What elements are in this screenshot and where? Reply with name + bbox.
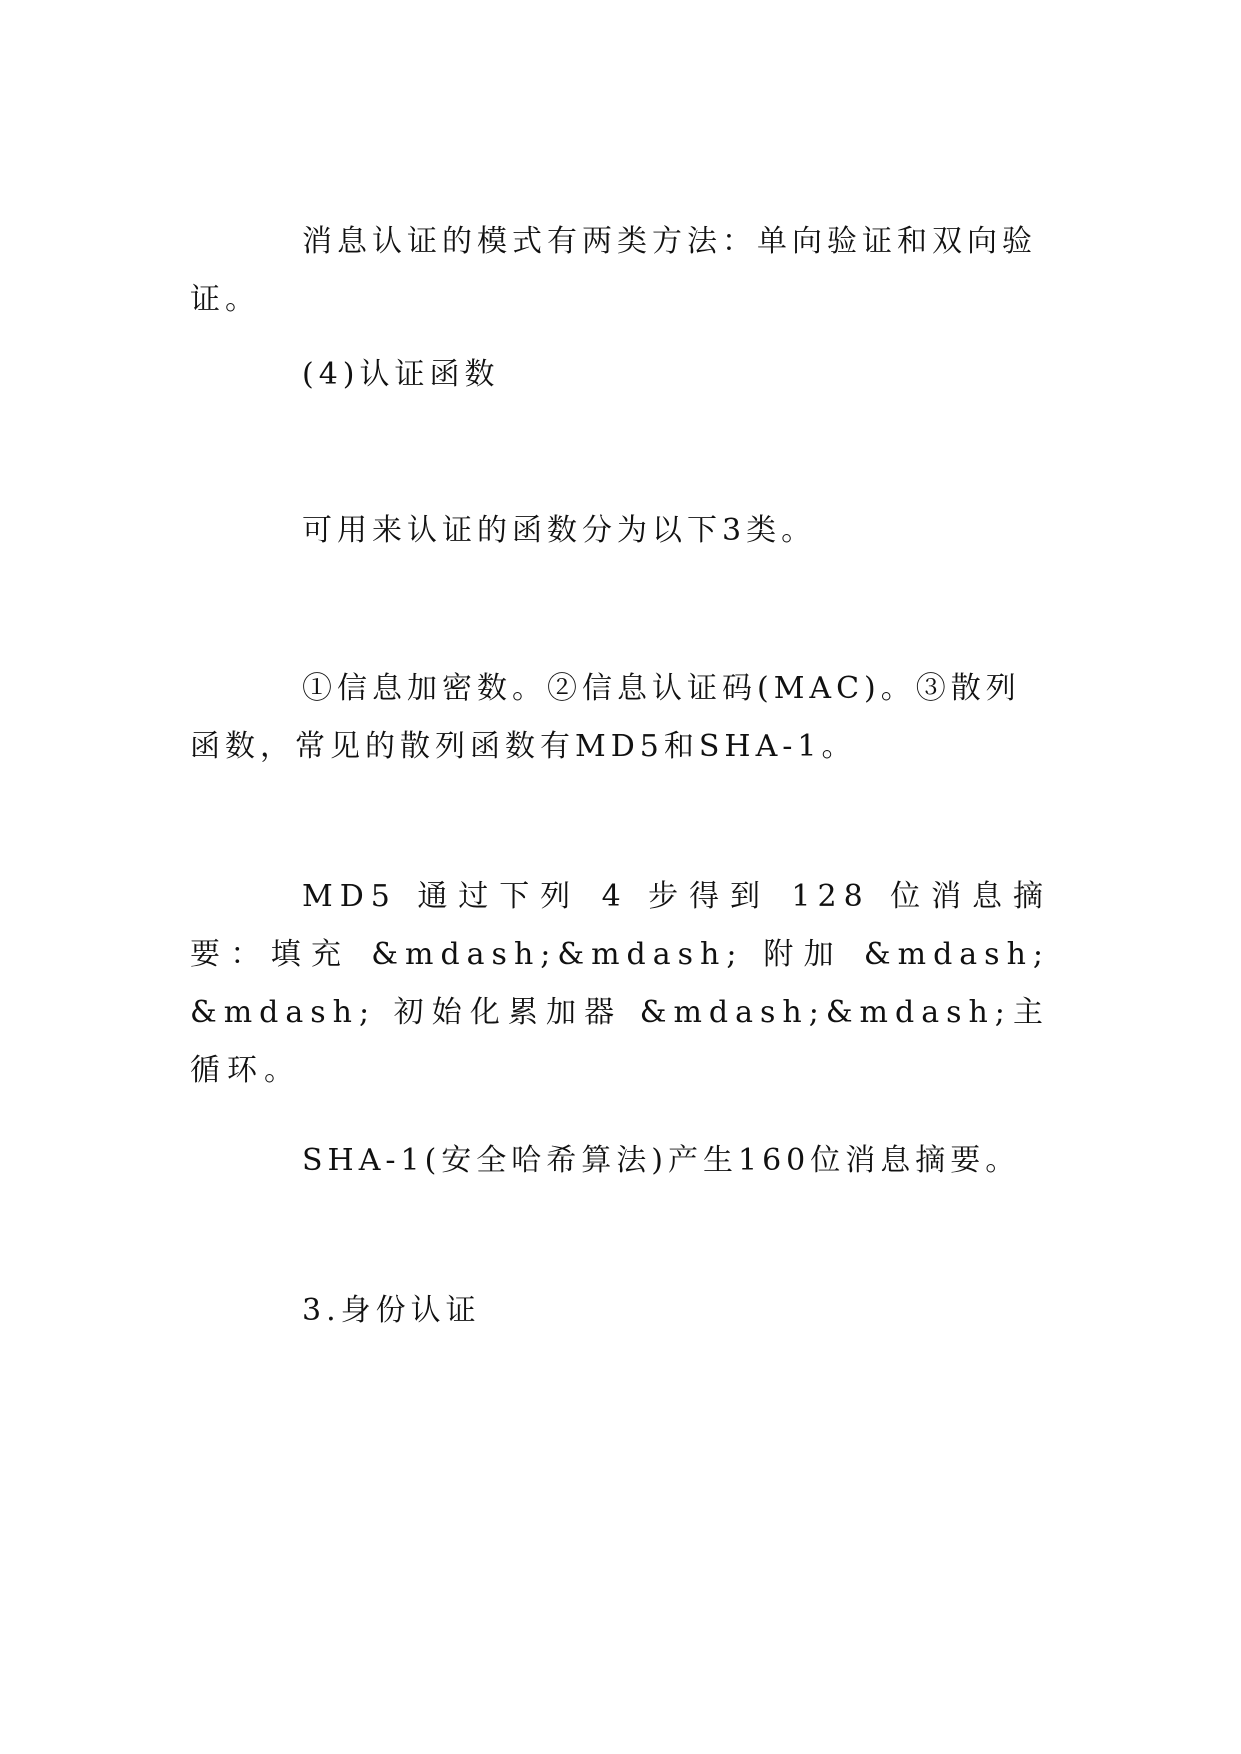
paragraph-function-list: ①信息加密数。②信息认证码(MAC)。③散列函数，常见的散列函数有MD5和SHA-1。 <box>190 671 1021 764</box>
paragraph-auth-modes: 消息认证的模式有两类方法：单向验证和双向验证。 <box>190 224 1037 317</box>
heading-auth-functions: (4)认证函数 <box>302 357 500 392</box>
paragraph-md5-steps: MD5 通过下列 4 步得到 128 位消息摘要：填充 &mdash;&mdash; 附加 &mdash;&mdash; 初始化累加器 &mdash;&mdash;主循环。 <box>190 879 1050 1088</box>
heading-identity-auth: 3.身份认证 <box>302 1293 481 1328</box>
paragraph-function-categories: 可用来认证的函数分为以下3类。 <box>302 513 817 548</box>
paragraph-sha1: SHA-1(安全哈希算法)产生160位消息摘要。 <box>302 1143 1021 1178</box>
